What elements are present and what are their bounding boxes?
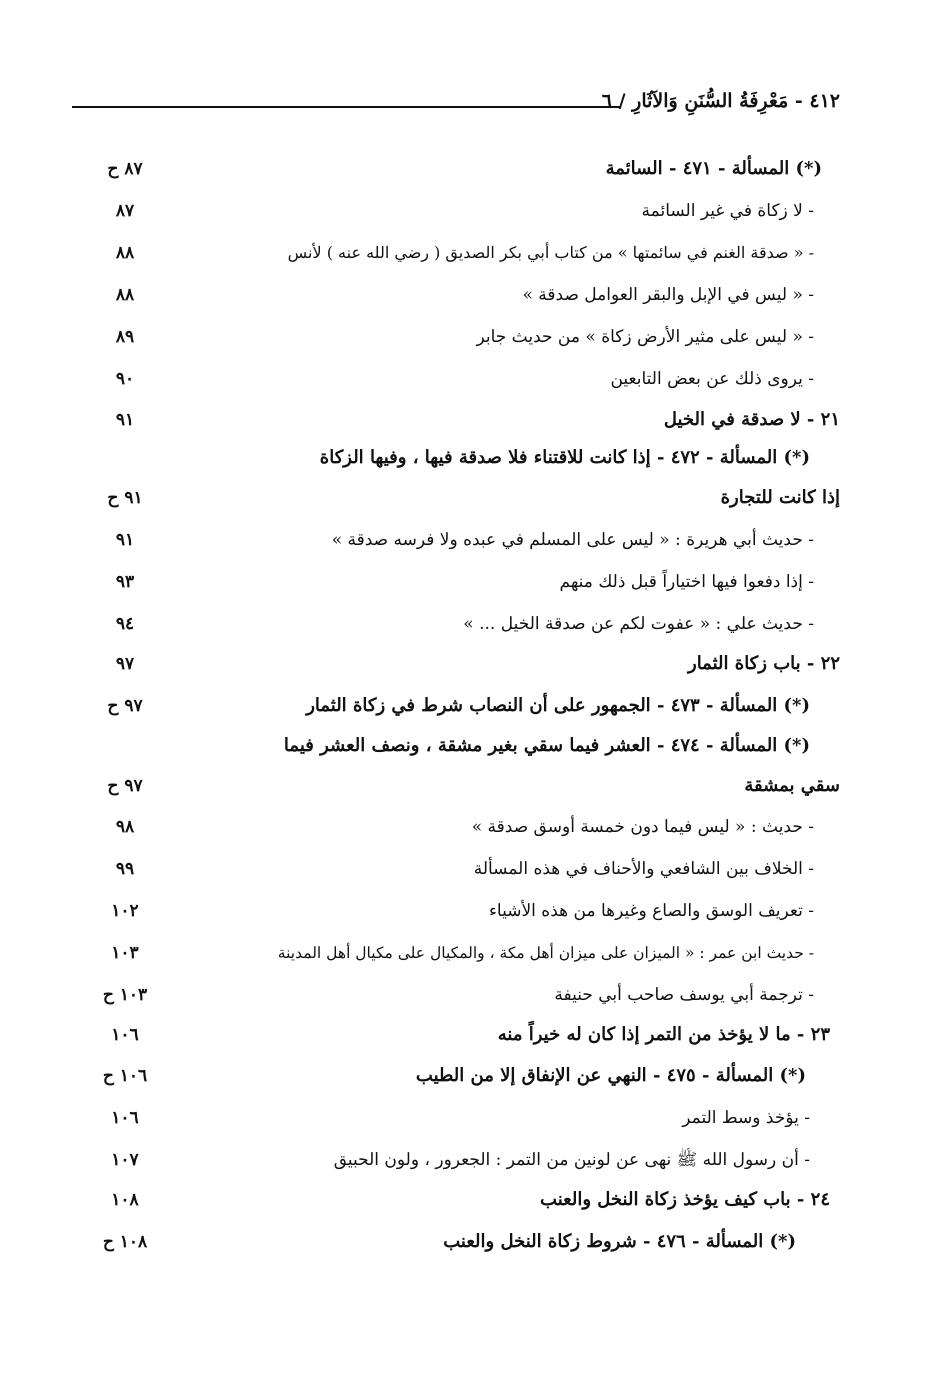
page-number: ١٠٨ bbox=[111, 1190, 139, 1210]
index-row bbox=[80, 278, 840, 318]
index-row bbox=[80, 441, 840, 481]
page-number: ٨٩ bbox=[115, 327, 135, 347]
page-number: ١٠٦ ح bbox=[102, 1066, 148, 1086]
index-row bbox=[80, 481, 840, 521]
issue-heading-continued: إذا كانت للتجارة bbox=[720, 487, 840, 508]
index-row bbox=[80, 810, 840, 850]
page-number: ٩٧ bbox=[115, 654, 135, 674]
page-number: ٨٧ ح bbox=[107, 159, 143, 179]
page-number: ٨٨ bbox=[115, 243, 135, 263]
index-row bbox=[80, 236, 840, 276]
index-entry: - أن رسول الله ﷺ نهى عن لونين من التمر : الجعرور ، ولون الحبيق bbox=[333, 1150, 810, 1170]
index-row bbox=[80, 729, 840, 769]
index-entry: - يؤخذ وسط التمر bbox=[682, 1108, 810, 1128]
index-entry: - إذا دفعوا فيها اختياراً قبل ذلك منهم bbox=[559, 572, 814, 592]
page-number: ١٠٨ ح bbox=[102, 1232, 148, 1252]
page-number: ١٠٦ bbox=[111, 1108, 139, 1128]
page-number: ٩٩ bbox=[115, 859, 135, 879]
page-number: ١٠٣ bbox=[111, 943, 139, 963]
index-row bbox=[80, 607, 840, 647]
issue-heading: (*) المسألة - ٤٧٤ - العشر فيما سقي بغير مشقة ، ونصف العشر فيما bbox=[283, 735, 810, 756]
page-number: ٩١ bbox=[115, 410, 135, 430]
page-number: ١٠٦ bbox=[111, 1025, 139, 1045]
issue-heading: (*) المسألة - ٤٧٦ - شروط زكاة النخل والعنب bbox=[443, 1231, 796, 1252]
index-row bbox=[80, 1059, 840, 1099]
page-number: ١٠٢ bbox=[111, 901, 139, 921]
chapter-heading: ٢٤ - باب كيف يؤخذ زكاة النخل والعنب bbox=[540, 1189, 830, 1210]
index-row bbox=[80, 194, 840, 234]
index-row bbox=[80, 1018, 840, 1058]
page-number: ٩٧ ح bbox=[107, 696, 143, 716]
index-row bbox=[80, 936, 840, 976]
index-entry: - لا زكاة في غير السائمة bbox=[641, 201, 814, 221]
index-row bbox=[80, 689, 840, 729]
index-row bbox=[80, 852, 840, 892]
header-rule bbox=[72, 106, 620, 108]
chapter-heading: ٢٣ - ما لا يؤخذ من التمر إذا كان له خيراً منه bbox=[497, 1024, 830, 1045]
page-number: ٩٤ bbox=[115, 614, 135, 634]
page-number: ٩٣ bbox=[115, 572, 135, 592]
index-row bbox=[80, 403, 840, 443]
index-entry: - حديث : « ليس فيما دون خمسة أوسق صدقة » bbox=[471, 817, 814, 837]
index-entry: - يروى ذلك عن بعض التابعين bbox=[610, 369, 814, 389]
issue-heading: (*) المسألة - ٤٧١ - السائمة bbox=[605, 158, 822, 179]
page-number: ٨٧ bbox=[115, 201, 135, 221]
index-entry: - تعريف الوسق والصاع وغيرها من هذه الأشياء bbox=[488, 901, 814, 921]
index-entry: - حديث علي : « عفوت لكم عن صدقة الخيل ... » bbox=[463, 614, 814, 634]
index-row bbox=[80, 1183, 840, 1223]
page-number: ١٠٧ bbox=[111, 1150, 139, 1170]
page-number: ٩١ bbox=[115, 530, 135, 550]
index-row bbox=[80, 523, 840, 563]
chapter-heading: ٢١ - لا صدقة في الخيل bbox=[663, 409, 840, 430]
running-header-title: ٤١٢ - مَعْرِفَةُ السُّنَنِ وَالآثَارِ / ٦ bbox=[601, 90, 840, 112]
index-row bbox=[80, 362, 840, 402]
page-number: ٩٧ ح bbox=[107, 776, 143, 796]
issue-heading: (*) المسألة - ٤٧٣ - الجمهور على أن النصاب شرط في زكاة الثمار bbox=[306, 695, 810, 716]
index-row bbox=[80, 894, 840, 934]
index-row bbox=[80, 565, 840, 605]
page-number: ٨٨ bbox=[115, 285, 135, 305]
index-row bbox=[80, 1225, 840, 1265]
index-row bbox=[80, 152, 840, 192]
index-row bbox=[80, 978, 840, 1018]
chapter-heading: ٢٢ - باب زكاة الثمار bbox=[688, 653, 840, 674]
index-entry: - حديث أبي هريرة : « ليس على المسلم في عبده ولا فرسه صدقة » bbox=[331, 530, 814, 550]
page-number: ١٠٣ ح bbox=[102, 985, 148, 1005]
page-number: ٩٠ bbox=[115, 369, 135, 389]
page-number: ٩٨ bbox=[115, 817, 135, 837]
index-entry: - « صدقة الغنم في سائمتها » من كتاب أبي بكر الصديق ( رضي الله عنه ) لأنس bbox=[287, 243, 814, 262]
index-entry: - حديث ابن عمر : « الميزان على ميزان أهل مكة ، والمكيال على مكيال أهل المدينة bbox=[277, 944, 814, 962]
index-row bbox=[80, 1143, 840, 1183]
index-entry: - « ليس على مثير الأرض زكاة » من حديث جابر bbox=[476, 327, 814, 347]
index-entry: - ترجمة أبي يوسف صاحب أبي حنيفة bbox=[554, 985, 814, 1005]
index-row bbox=[80, 1101, 840, 1141]
index-row bbox=[80, 320, 840, 360]
index-row bbox=[80, 769, 840, 809]
index-entry: - الخلاف بين الشافعي والأحناف في هذه المسألة bbox=[473, 859, 814, 879]
index-entry: - « ليس في الإبل والبقر العوامل صدقة » bbox=[522, 285, 814, 305]
page-header bbox=[72, 90, 840, 124]
issue-heading-continued: سقي بمشقة bbox=[744, 775, 840, 796]
issue-heading: (*) المسألة - ٤٧٢ - إذا كانت للاقتناء فلا صدقة فيها ، وفيها الزكاة bbox=[319, 447, 810, 468]
page-number: ٩١ ح bbox=[107, 488, 143, 508]
index-row bbox=[80, 647, 840, 687]
issue-heading: (*) المسألة - ٤٧٥ - النهي عن الإنفاق إلا من الطيب bbox=[415, 1065, 806, 1086]
